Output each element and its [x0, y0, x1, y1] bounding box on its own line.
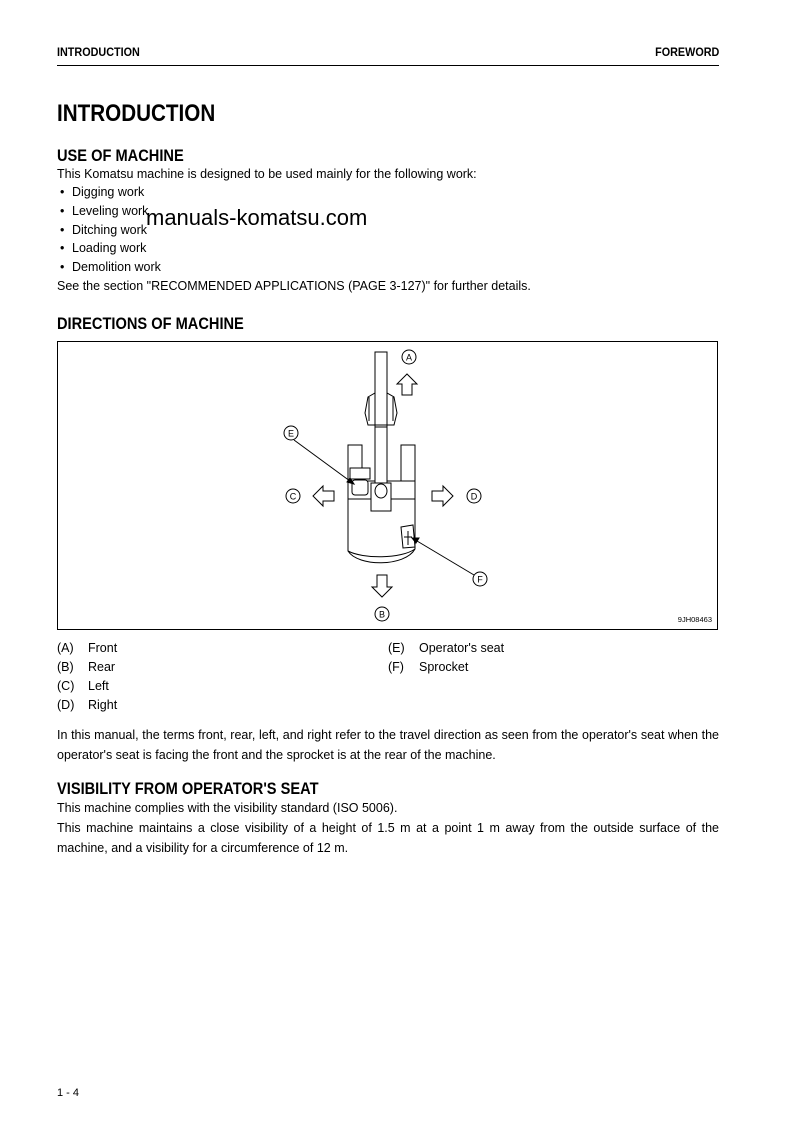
label-b: B	[378, 609, 386, 620]
legend-key: (D)	[57, 698, 75, 712]
see-also-text: See the section "RECOMMENDED APPLICATIONS (PAGE 3-127)" for further details.	[57, 279, 531, 293]
label-c: C	[289, 491, 297, 502]
legend-item	[388, 658, 504, 677]
legend-key: (B)	[57, 660, 74, 674]
legend-value: Rear	[88, 660, 116, 674]
section-title-directions: DIRECTIONS OF MACHINE	[57, 314, 244, 333]
header-rule	[57, 65, 719, 66]
legend-value: Front	[88, 641, 118, 655]
legend-item	[388, 639, 504, 658]
header-chapter-label: FOREWORD	[654, 45, 719, 59]
legend-item	[57, 677, 117, 696]
page-title: INTRODUCTION	[57, 100, 216, 127]
list-item: • Loading work	[57, 239, 161, 258]
header-section-label: INTRODUCTION	[57, 45, 140, 59]
legend-value: Operator's seat	[419, 641, 505, 655]
figure-code: 9JH08463	[677, 615, 712, 624]
directions-paragraph: In this manual, the terms front, rear, left, and right refer to the travel direction as seen from the operator's seat when the operator's seat is facing the front and the sprocket is at the rear of the machine.	[57, 728, 719, 762]
label-f: F	[477, 574, 483, 585]
machine-top-view-diagram	[57, 341, 718, 630]
list-item: • Demolition work	[57, 258, 161, 277]
arrow-up-icon	[397, 374, 417, 395]
label-d: D	[470, 491, 478, 502]
section-title-use-of-machine: USE OF MACHINE	[57, 146, 184, 165]
directions-figure	[57, 341, 718, 630]
legend-item	[57, 696, 117, 715]
list-item: • Leveling work	[57, 202, 161, 221]
legend-item	[57, 658, 117, 677]
visibility-line-2: This machine maintains a close visibility of a height of 1.5 m at a point 1 m away from the outside surface of the machine, and a visibility for a circumference of 12 m.	[57, 821, 719, 855]
page-number: 1 - 4	[57, 1087, 80, 1099]
watermark: manuals-komatsu.com	[146, 205, 368, 230]
list-item: • Digging work	[57, 183, 161, 202]
legend-value: Left	[88, 679, 109, 693]
section-title-visibility: VISIBILITY FROM OPERATOR'S SEAT	[57, 779, 319, 798]
legend-item	[57, 639, 117, 658]
arrow-left-icon	[313, 486, 334, 506]
legend-key: (C)	[57, 679, 75, 693]
legend-value: Right	[88, 698, 118, 712]
arrow-down-icon	[372, 575, 392, 597]
legend-key: (F)	[388, 660, 404, 674]
legend-right	[388, 639, 504, 677]
label-a: A	[405, 352, 413, 363]
legend-value: Sprocket	[419, 660, 469, 674]
legend-key: (A)	[57, 641, 74, 655]
legend-left	[57, 639, 117, 715]
arrow-right-icon	[432, 486, 453, 506]
legend-key: (E)	[388, 641, 405, 655]
list-item: • Ditching work	[57, 221, 161, 240]
label-e: E	[287, 428, 295, 439]
use-intro-text: This Komatsu machine is designed to be used mainly for the following work:	[57, 167, 477, 181]
visibility-line-1: This machine complies with the visibility standard (ISO 5006).	[57, 801, 398, 815]
